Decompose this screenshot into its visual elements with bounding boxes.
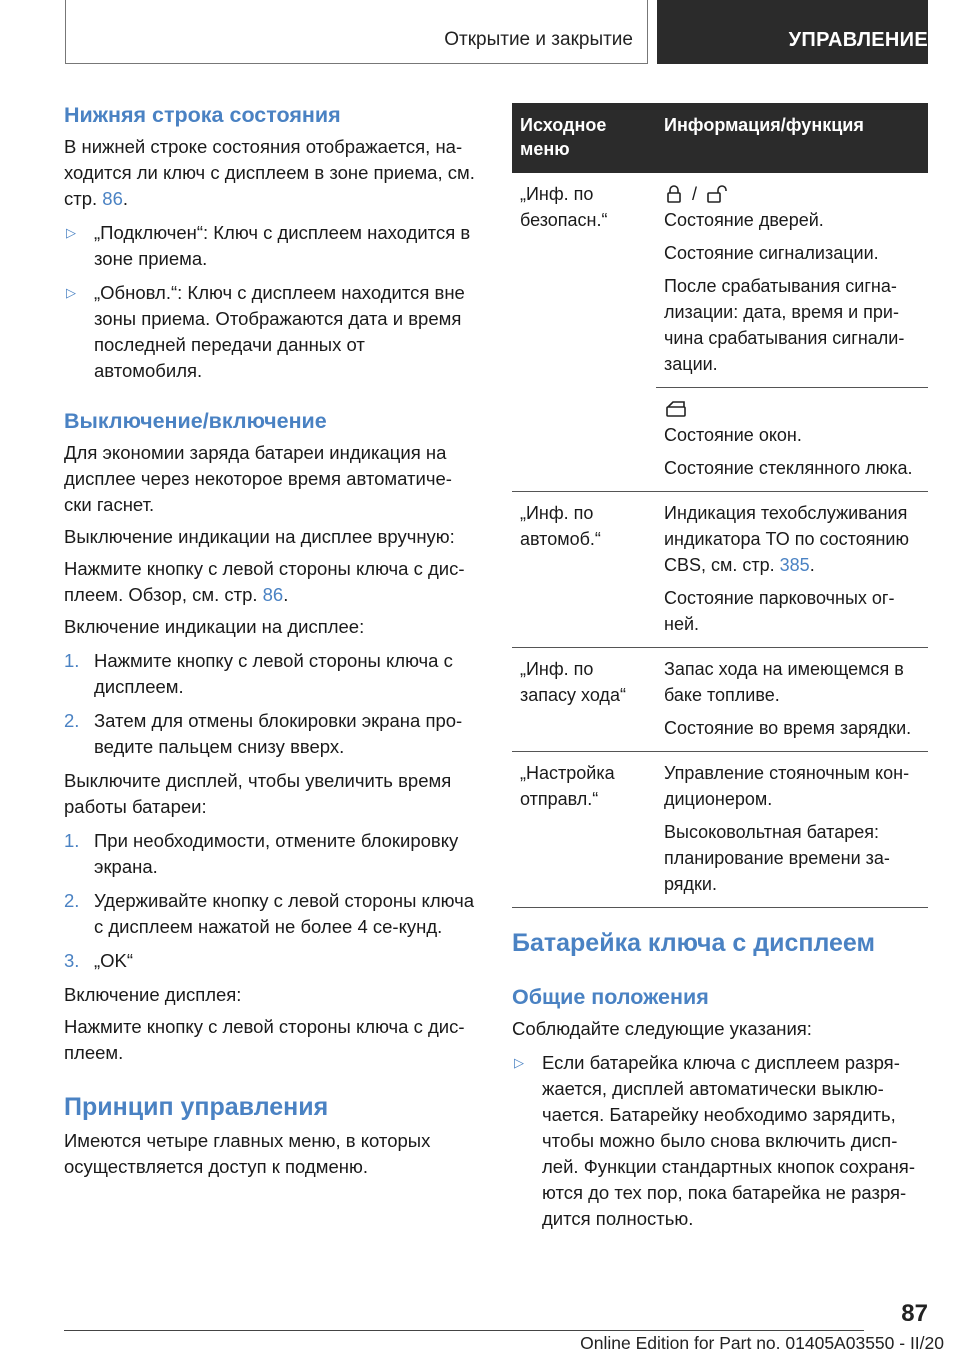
chapter-title: УПРАВЛЕНИЕ	[788, 29, 928, 51]
info-cell: Индикация техобслуживания индикатора ТО по состоянию CBS, см. стр. 385. Состояние парковочных ог-ней.	[656, 492, 928, 648]
table-row	[512, 648, 928, 752]
list-item: 2. Удерживайте кнопку с левой стороны ключа с дисплеем нажатой не более 4 се-кунд.	[64, 890, 475, 937]
status-intro: В нижней строке состояния отображается, на-ходится ли ключ с дисплеем в зоне приема, см. стр. 86.	[64, 136, 475, 209]
principle-heading: Принцип управления	[64, 1093, 329, 1121]
page-link-385[interactable]: 385	[779, 555, 810, 575]
general-bullet-list	[512, 1050, 928, 1232]
table-row	[512, 752, 928, 908]
paragraph: Включение индикации на дисплее:	[64, 616, 365, 637]
list-item: ▷ Если батарейка ключа с дисплеем разря-жается, дисплей автоматически выклю-чается. Батарейку необходимо зарядить, чтобы можно было снова включить дисп-лей. Функции стандартных кнопок сохраня-ются до тех пор, пока батарейка не разря-дится полностью.	[514, 1052, 915, 1229]
info-cell: / Состояние дверей. Состояние сигнализации. После срабатывания сигна-лизации: дата, время и при-чина срабатывания сигнали-зации.	[656, 173, 928, 388]
menu-cell	[512, 388, 656, 492]
disable-steps-list	[64, 828, 476, 974]
triangle-bullet-icon: ▷	[66, 225, 76, 240]
enable-steps-list	[64, 648, 476, 760]
status-bullet-list	[64, 220, 476, 384]
triangle-bullet-icon: ▷	[66, 285, 76, 300]
list-item: 1. Нажмите кнопку с левой стороны ключа с дисплеем.	[64, 650, 453, 697]
general-heading: Общие положения	[512, 985, 709, 1009]
table-header-row	[512, 103, 928, 173]
page-link-86[interactable]: 86	[102, 188, 123, 209]
edition-footer: Online Edition for Part no. 01405A03550 - II/20	[580, 1333, 944, 1353]
page-number: 87	[901, 1300, 928, 1327]
table-row	[512, 388, 928, 492]
lock-closed-icon	[664, 184, 684, 204]
paragraph: Имеются четыре главных меню, в которых осуществляется доступ к подменю.	[64, 1130, 431, 1177]
battery-heading: Батарейка ключа с дисплеем	[512, 929, 876, 957]
paragraph: Для экономии заряда батареи индикация на дисплее через некоторое время автоматиче-ски гаснет.	[64, 442, 452, 515]
paragraph: Соблюдайте следующие указания:	[512, 1018, 812, 1039]
list-item: 3. „OK“	[64, 950, 134, 971]
table-row	[512, 492, 928, 648]
list-item: ▷ „Обновл.“: Ключ с дисплеем находится вне зоны приема. Отображаются дата и время последней передачи данных от автомобиля.	[66, 282, 465, 381]
menu-cell: „Инф. по запасу хода“	[512, 648, 656, 752]
footer-divider	[64, 1330, 864, 1331]
info-cell: Управление стояночным кон-диционером. Высоковольтная батарея: планирование времени за-рядки.	[656, 752, 928, 908]
info-cell: Состояние окон. Состояние стеклянного люка.	[656, 388, 928, 492]
column-header-info: Информация/функция	[656, 103, 928, 173]
paragraph: Выключите дисплей, чтобы увеличить время работы батареи:	[64, 770, 452, 817]
menu-table	[512, 103, 928, 908]
column-header-menu: Исходное меню	[512, 103, 656, 173]
triangle-bullet-icon: ▷	[514, 1055, 524, 1070]
paragraph: Нажмите кнопку с левой стороны ключа с дис-плеем.	[64, 1016, 465, 1063]
list-item: 1. При необходимости, отмените блокировку экрана.	[64, 830, 459, 877]
paragraph: Выключение индикации на дисплее вручную:	[64, 526, 455, 547]
section-tab	[65, 0, 648, 64]
left-column	[64, 100, 476, 1180]
page-link-86[interactable]: 86	[262, 584, 284, 605]
list-item: ▷ „Подключен“: Ключ с дисплеем находится в зоне приема.	[66, 222, 471, 269]
right-column	[512, 103, 928, 1232]
lock-open-icon	[705, 184, 729, 204]
paragraph: Включение дисплея:	[64, 984, 242, 1005]
status-bar-heading: Нижняя строка состояния	[64, 103, 341, 127]
car-window-icon	[664, 399, 688, 419]
list-item: 2. Затем для отмены блокировки экрана про-ведите пальцем снизу вверх.	[64, 710, 463, 757]
menu-cell: „Инф. по автомоб.“	[512, 492, 656, 648]
icon-separator: /	[692, 184, 698, 204]
table-row	[512, 173, 928, 388]
toggle-heading: Выключение/включение	[64, 409, 327, 433]
menu-cell: „Настройка отправл.“	[512, 752, 656, 908]
paragraph: Нажмите кнопку с левой стороны ключа с дис-плеем. Обзор, см. стр. 86.	[64, 558, 465, 605]
menu-cell: „Инф. по безопасн.“	[520, 184, 608, 230]
info-cell: Запас хода на имеющемся в баке топливе. Состояние во время зарядки.	[656, 648, 928, 752]
section-title: Открытие и закрытие	[444, 29, 633, 50]
chapter-tab	[657, 0, 928, 64]
